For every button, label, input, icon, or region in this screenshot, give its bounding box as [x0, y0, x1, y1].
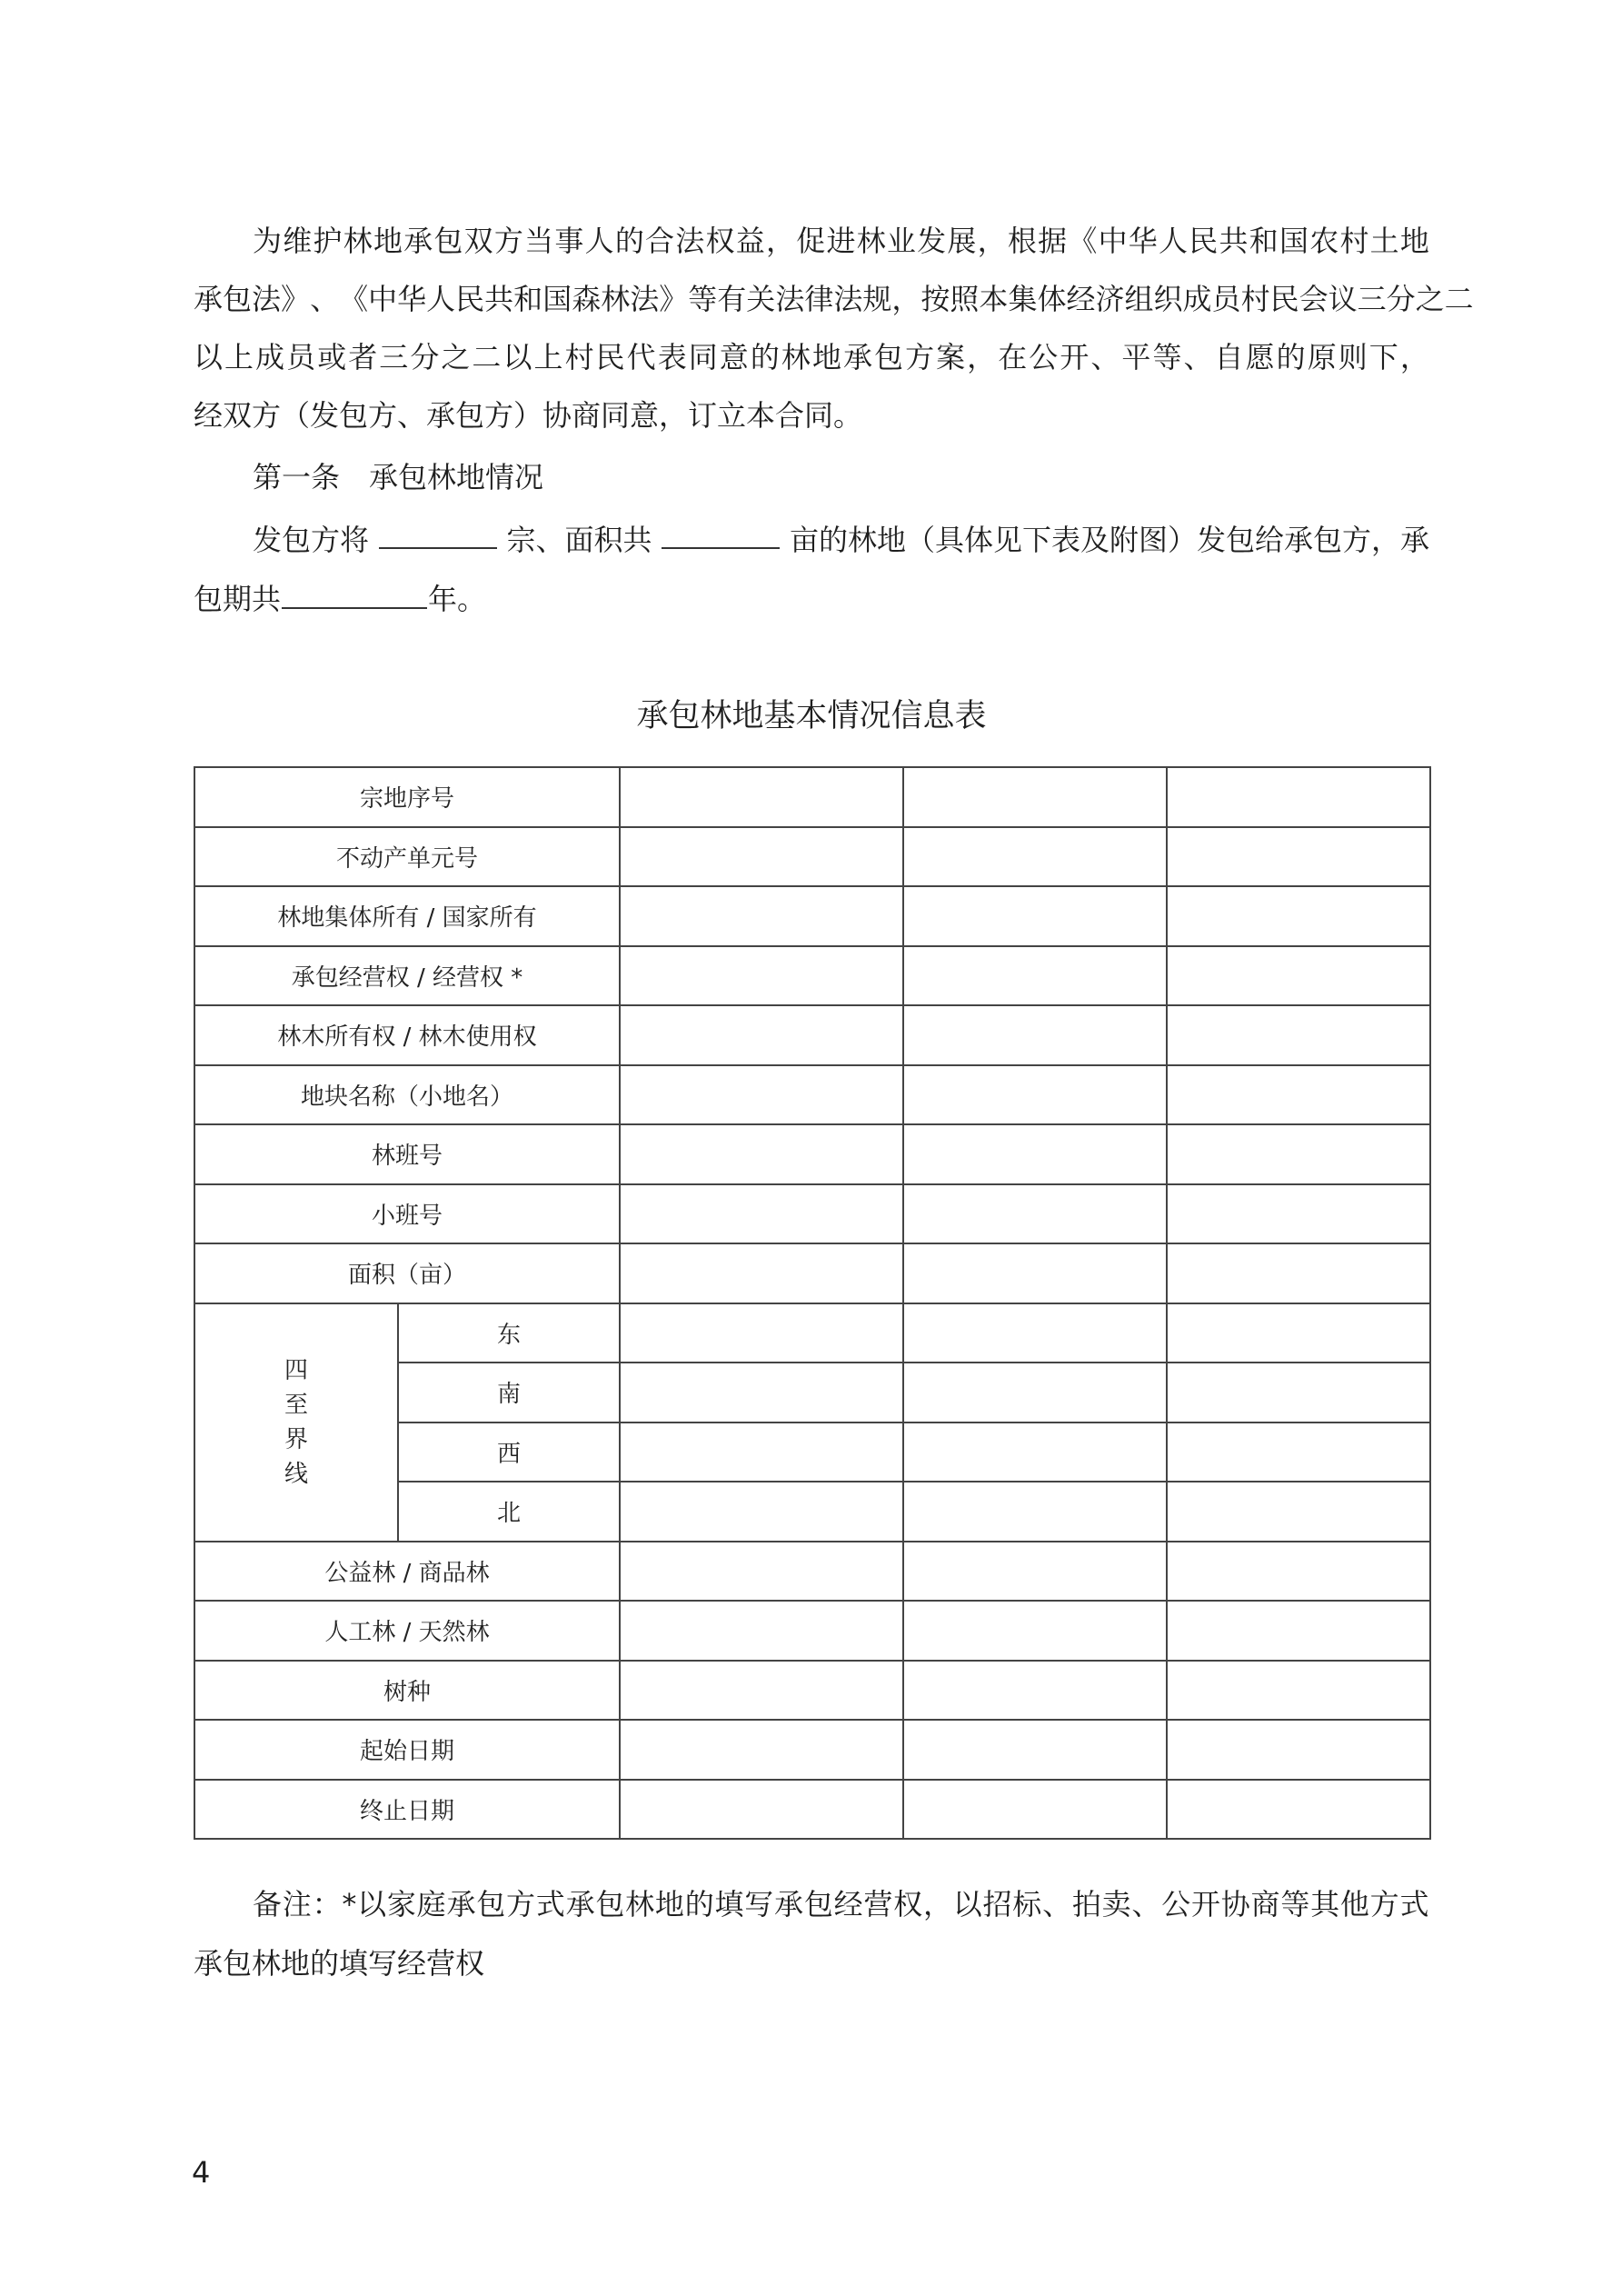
intro-line-4: 经双方（发包方、承包方）协商同意，订立本合同。: [194, 398, 863, 433]
sentence-part-2: 宗、面积共: [506, 523, 652, 557]
blank-cell[interactable]: [620, 886, 903, 946]
blank-cell[interactable]: [620, 827, 903, 887]
blank-cell[interactable]: [620, 1363, 903, 1423]
row-label: 地块名称（小地名）: [194, 1065, 620, 1125]
blank-cell[interactable]: [620, 1124, 903, 1184]
row-label: 小班号: [194, 1184, 620, 1244]
row-label: 林地集体所有 / 国家所有: [194, 886, 620, 946]
blank-cell[interactable]: [1167, 827, 1430, 887]
row-label: 终止日期: [194, 1780, 620, 1840]
blank-cell[interactable]: [1167, 886, 1430, 946]
intro-line-1: 为 维 护 林 地 承 包 双 方 当 事 人 的 合 法 权 益 ， 促 进 林 业 发 展 ， 根 据 《 中 华 人 民 共 和 国 农 村 土 地: [253, 224, 1429, 258]
table-row: [194, 1780, 1430, 1840]
sentence-part-4: 包期共: [194, 582, 282, 616]
blank-cell[interactable]: [1167, 1243, 1430, 1303]
sentence-part-5: 年。: [428, 582, 487, 616]
table-row: [194, 1005, 1430, 1065]
blank-cell[interactable]: [1167, 1065, 1430, 1125]
blank-cell[interactable]: [1167, 1601, 1430, 1661]
direction-label: 东: [398, 1303, 620, 1363]
blank-cell[interactable]: [620, 946, 903, 1006]
blank-cell[interactable]: [903, 767, 1167, 827]
row-label: 承包经营权 / 经营权 *: [194, 946, 620, 1006]
boundary-label-char: 至: [284, 1391, 308, 1419]
table-row: [194, 1184, 1430, 1244]
table-row: [194, 1601, 1430, 1661]
table-row: [194, 946, 1430, 1006]
blank-cell[interactable]: [903, 946, 1167, 1006]
blank-cell[interactable]: [903, 1780, 1167, 1840]
blank-cell[interactable]: [620, 1780, 903, 1840]
boundary-label-char: 线: [284, 1460, 308, 1488]
blank-cell[interactable]: [903, 827, 1167, 887]
table-row: [194, 886, 1430, 946]
blank-cell[interactable]: [903, 1542, 1167, 1602]
blank-cell[interactable]: [1167, 1423, 1430, 1482]
table-row: [194, 827, 1430, 887]
table-row: [194, 1303, 1430, 1363]
blank-cell[interactable]: [903, 1720, 1167, 1780]
blank-cell[interactable]: [1167, 1184, 1430, 1244]
term-years-blank[interactable]: [282, 580, 427, 609]
table-row: [194, 1661, 1430, 1721]
blank-cell[interactable]: [903, 1124, 1167, 1184]
table-row: [194, 1542, 1430, 1602]
blank-cell[interactable]: [620, 1720, 903, 1780]
page-number: 4: [192, 2155, 211, 2190]
article-sentence-line-1: [253, 520, 1429, 560]
blank-cell[interactable]: [1167, 1661, 1430, 1721]
blank-cell[interactable]: [620, 1303, 903, 1363]
direction-label: 西: [398, 1423, 620, 1482]
blank-cell[interactable]: [620, 1661, 903, 1721]
blank-cell[interactable]: [1167, 1363, 1430, 1423]
area-blank[interactable]: [662, 520, 780, 549]
row-label: 树种: [194, 1661, 620, 1721]
boundary-label-char: 界: [284, 1425, 308, 1453]
row-label: 起始日期: [194, 1720, 620, 1780]
row-label: 林班号: [194, 1124, 620, 1184]
blank-cell[interactable]: [620, 767, 903, 827]
table-row: [194, 767, 1430, 827]
table-row: [194, 1243, 1430, 1303]
blank-cell[interactable]: [903, 1005, 1167, 1065]
note-line-1: 备 注 ： * 以 家 庭 承 包 方 式 承 包 林 地 的 填 写 承 包 经 营 权 ， 以 招 标 、 拍 卖 、 公 开 协 商 等 其 他 方 式: [253, 1887, 1429, 1922]
blank-cell[interactable]: [620, 1423, 903, 1482]
blank-cell[interactable]: [1167, 1124, 1430, 1184]
blank-cell[interactable]: [903, 1065, 1167, 1125]
article-sentence-line-2: [194, 579, 1429, 619]
blank-cell[interactable]: [903, 1363, 1167, 1423]
blank-cell[interactable]: [1167, 1720, 1430, 1780]
blank-cell[interactable]: [620, 1184, 903, 1244]
table-row: [194, 1124, 1430, 1184]
forest-land-info-table: [194, 766, 1431, 1840]
parcel-count-blank[interactable]: [379, 520, 497, 549]
blank-cell[interactable]: [620, 1005, 903, 1065]
note-line-2: 承包林地的填写经营权: [194, 1946, 485, 1981]
row-label: 人工林 / 天然林: [194, 1601, 620, 1661]
blank-cell[interactable]: [1167, 1303, 1430, 1363]
row-label: 宗地序号: [194, 767, 620, 827]
table-title: 承包林地基本情况信息表: [636, 698, 987, 734]
intro-line-3: 以 上 成 员 或 者 三 分 之 二 以 上 村 民 代 表 同 意 的 林 地 承 包 方 案 ， 在 公 开 、 平 等 、 自 愿 的 原 则 下 ，: [194, 340, 1429, 374]
blank-cell[interactable]: [903, 1661, 1167, 1721]
row-label: 不动产单元号: [194, 827, 620, 887]
blank-cell[interactable]: [903, 1601, 1167, 1661]
direction-label: 南: [398, 1363, 620, 1423]
blank-cell[interactable]: [903, 1184, 1167, 1244]
blank-cell[interactable]: [1167, 1780, 1430, 1840]
blank-cell[interactable]: [620, 1542, 903, 1602]
blank-cell[interactable]: [903, 1482, 1167, 1542]
sentence-part-3: 亩的林地（具体见下表及附图）发包给承包方，承: [789, 523, 1429, 557]
blank-cell[interactable]: [1167, 1542, 1430, 1602]
blank-cell[interactable]: [620, 1482, 903, 1542]
table-row: [194, 1065, 1430, 1125]
blank-cell[interactable]: [1167, 767, 1430, 827]
blank-cell[interactable]: [1167, 1482, 1430, 1542]
sentence-part-1: 发包方将: [253, 523, 370, 557]
direction-label: 北: [398, 1482, 620, 1542]
blank-cell[interactable]: [620, 1601, 903, 1661]
blank-cell[interactable]: [620, 1243, 903, 1303]
boundary-label-char: 四: [284, 1356, 308, 1384]
blank-cell[interactable]: [903, 886, 1167, 946]
blank-cell[interactable]: [903, 1303, 1167, 1363]
row-label: 公益林 / 商品林: [194, 1542, 620, 1602]
blank-cell[interactable]: [1167, 946, 1430, 1006]
blank-cell[interactable]: [620, 1065, 903, 1125]
blank-cell[interactable]: [1167, 1005, 1430, 1065]
article-heading: 第一条 承包林地情况: [253, 460, 544, 494]
row-label: 林木所有权 / 林木使用权: [194, 1005, 620, 1065]
table-row: [194, 1720, 1430, 1780]
boundary-label: [194, 1303, 398, 1542]
blank-cell[interactable]: [903, 1423, 1167, 1482]
row-label: 面积（亩）: [194, 1243, 620, 1303]
intro-line-2: 承 包 法 》 、 《 中 华 人 民 共 和 国 森 林 法 》 等 有 关 法 律 法 规 ， 按 照 本 集 体 经 济 组 织 成 员 村 民 会 议 三 分 之 二: [194, 282, 1474, 316]
blank-cell[interactable]: [903, 1243, 1167, 1303]
